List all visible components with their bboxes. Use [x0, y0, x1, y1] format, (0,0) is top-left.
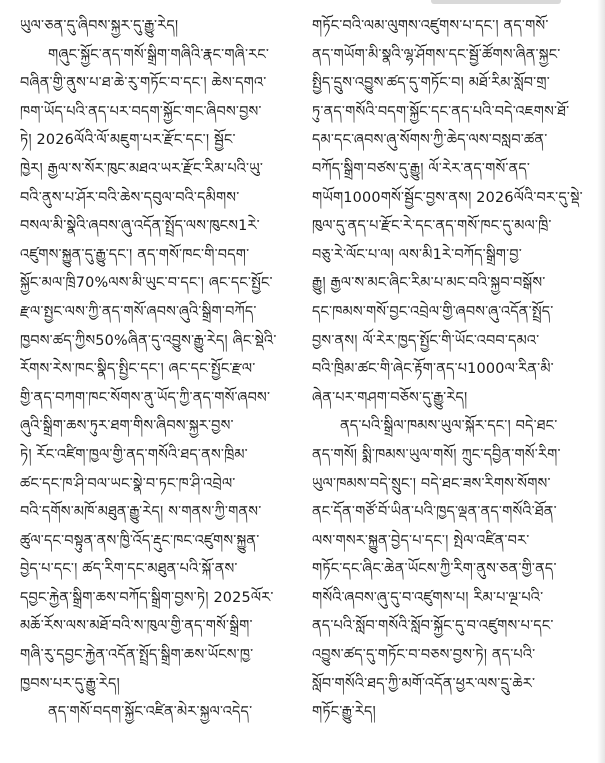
text-line: ཏེ། 2026ལོའི་ལོ་མཇུག་པར་རྫོང་དང་། སྦྱོང་	[20, 132, 236, 149]
text-line: ཁུལ་དུ་ནད་པ་རྫོང་རེ་དང་ནད་གསོ་ཁང་དུ་མལ་ཁྲི་	[312, 218, 552, 235]
text-line: གཏོང་བའི་ལམ་ལུགས་འཛུགས་པ་དང་། ནད་གསོ་	[312, 18, 549, 34]
text-line: ལས་གསར་སྐྱུན་བྱེད་པ་དང་། སྤེལ་འཛིན་བར་	[312, 532, 530, 549]
right-column-lines	[312, 12, 584, 727]
text-line: བཀོད་སྒྲིག་བཙས་དུ་རྒྱུ། ལོ་རེར་ནད་གསོ་ནད་	[312, 160, 531, 177]
text-line: རོགས་རེས་ཁང་སྣིད་སྤྱིང་དང་། ཞང་དང་སྤྱོང་རྫལ་	[20, 361, 256, 378]
text-line: གཞི་རུ་དབྱང་རྐྱེན་འདོན་སྤྲོད་སྒྲིག་ཆས་ཡོངས་ཁྱ་	[20, 647, 254, 664]
text-line: སློབ་གསོའི་ཐད་ཀྱི་མགོ་འདོན་ཕྱར་ལས་དྲུ་ཆེར་	[312, 675, 536, 692]
text-line: ནད་པའི་སྒྲིལ་ཁམས་ཡུལ་སྐོར་དང་། བདེ་ཐང་	[340, 418, 558, 435]
text-line: ཚང་དང་ཁ་ཤི་བལ་ཡང་སྣེ་བ་ཏང་ཁ་ཤི་འབྲེལ་	[20, 475, 236, 492]
text-line: ཁྱབས་ཚད་ཀྱིས50%ཞིན་དུ་འབྱུས་རྒྱུ་རེད། ཞིང་སྡེའི་	[20, 332, 277, 349]
text-line: བའི་ནུས་པ་ཤོར་བའི་ཆེས་དབུལ་བའི་དམིགས་	[20, 189, 240, 206]
page-edge-shadow	[597, 0, 605, 763]
text-line: བའི་དགོས་མཁོ་མཐུན་རྒྱུ་རེད། ས་གནས་ཀྱི་གནས་	[20, 504, 262, 521]
text-line: བྱེད་པ་དང་། ཚད་རིག་དང་མཐུན་པའི་སྐོ་ནས་	[20, 561, 238, 578]
text-line: ཞུའི་སྒྲིག་ཆས་ཏུར་ཐག་གིས་ཞིབས་སྐྱར་བྱས་	[20, 418, 234, 435]
text-line: གྱི་ནད་བཀག་ཁང་སོགས་ནུ་ཡོད་ཀྱི་ནད་གསོ་ཞབས་	[20, 389, 271, 406]
right-text-column	[312, 12, 584, 727]
text-line: དང་ཁམས་གསོ་བྱང་འབྲེལ་གྱི་ཞབས་ཞུ་འདོན་སྤྲོད་	[312, 303, 554, 320]
text-line: ཁྱབས་པར་དུ་རྒྱུ་རེད།	[20, 675, 120, 692]
text-line: རྒྱུ། རྒྱལ་ས་མང་ཞིང་རིམ་པ་མང་བའི་སྐྱབ་བསྒོས་	[312, 275, 546, 292]
text-line: མཆོ་རོས་ལས་མཐོ་བའི་ས་ཁུལ་གྱི་ནད་གསོ་སྒྲིག་	[20, 618, 253, 635]
text-line: རྫལ་སྤྱང་ལས་ཀྱི་ནད་གསོ་ཞབས་ཞུའི་སྒྲིག་བཀོད་	[20, 303, 257, 320]
text-line: འཛུགས་སྐྱུན་དུ་རྒྱུ་དང་། ནད་གསོ་ཁང་གི་བདག་	[20, 246, 250, 263]
text-line: གཡོག1000གསོ་སྦྱོང་བྱས་ནས། 2026ལོའི་བར་དུ་སྡེ་	[312, 189, 583, 206]
text-line: ནད་གསོ། སྨི་ཁམས་ཡུལ་གསོ། ཀྲུང་དབྱིན་གསོ་རིག་	[312, 446, 561, 463]
text-line: གསོའི་ཞབས་ཞུ་དུ་བ་འཛུགས་པ། རིམ་པ་ལྔ་པའི་	[312, 589, 544, 606]
text-line: འབྱུས་ཚད་དུ་གཏོང་བ་བཅས་བྱས་ཏེ། ནད་པའི་	[312, 647, 536, 664]
left-column-lines	[20, 12, 292, 727]
left-text-column	[20, 12, 292, 727]
text-line: ཏེ། རོང་འཛིག་ཁྱལ་གྱི་ནད་གསོའི་ཐད་ནས་ཁྲིམ་	[20, 446, 248, 463]
text-line: ཚུལ་དང་བསྟུན་ནས་ཁྱི་འོད་རྡུང་ཁང་འཛུགས་སྐྱུན་	[20, 532, 260, 549]
text-line: བྱས་ནས། ལོ་རེར་ཁྱད་སྤྱོང་གི་ཡོང་འབབ་དམའ་	[312, 332, 540, 349]
text-line: བཅུ་རེ་ལོང་པ་ལ། ལས་མི1རེ་བཀོད་སྒྲིག་བྱ་	[312, 246, 522, 263]
text-line: ཁག་ཡོད་པའི་ནད་པར་བདག་སྐྱོང་གང་ཞིབས་བྱས་	[20, 103, 262, 120]
page-top-tab	[431, 0, 561, 4]
text-line: ཁྱེར། རྒྱལ་ས་སོར་ཁུང་མཐའ་ཡར་རྫོང་རིམ་པའི་ཡུ་	[20, 160, 264, 177]
text-line: སྤྱིད་དྲུས་འབྱུས་ཚད་དུ་གཏོང་བ། མཐོ་རིམ་སློབ་གྲ་	[312, 75, 550, 92]
text-line: ཡུལ་ཅན་དུ་ཞིབས་སྐྱར་དུ་རྒྱུ་རེད།	[20, 18, 179, 34]
text-line: བཞིན་གྱི་ནུས་པ་ཐ་ཆེ་རུ་གཏོང་བ་དང་། ཆེས་དགའ་	[20, 75, 267, 92]
text-line: ནད་པའི་སློབ་གསོའི་སློབ་སྐྱོང་དུ་བ་འཛུགས་པ་དང་	[312, 618, 554, 635]
text-line: ཡུལ་ཁམས་བདེ་སྲུང་། བདེ་ཐང་ཟས་རིགས་སོགས་	[312, 475, 551, 492]
text-line: གཏོང་རྒྱུ་རེད།	[312, 704, 376, 721]
text-line: བསལ་མི་སྣེའི་ཞབས་ཞུ་འདོན་སྤྲོད་ལས་ཁུངས1རེ་	[20, 218, 260, 235]
text-line: ནད་གཡོག་མི་སྣའི་ལྷ་ཤོགས་དང་སྦྱོ་ཚོགས་ཞིན་སྐྱང་	[312, 46, 561, 63]
text-line: ཞེན་པར་གཤག་བཅོས་དུ་རྒྱུ་རེད།	[312, 389, 468, 406]
text-line: ནང་དོན་གཙོ་བོ་ཡིན་པའི་ཁྱད་ལྡན་ནད་གསོའི་ཐོན་	[312, 504, 557, 521]
text-line: བའི་ཁྲིམ་ཚང་གི་ཞེང་རྟོག་ནད་པ1000ལ་རིན་མི་	[312, 361, 554, 378]
text-line: སྐྱོང་མལ་ཁྲི70%ལས་མི་ཡུང་བ་དང་། ཞང་དང་སྤྱོང་	[20, 275, 273, 292]
text-line: དབྱང་རྐྱེན་སྒྲིག་ཆས་བཀོད་སྒྲིག་བྱས་ཏེ། 2025ལོར་	[20, 589, 274, 606]
text-line: ཏུ་ནད་གསོའི་བདག་སྐྱོང་དང་ནད་པའི་བདེ་འཇགས་ཐོ་	[312, 103, 570, 120]
text-line: གཏོང་དང་ཞིང་ཆེན་ཡོངས་ཀྱི་རིག་ནུས་ཅན་གྱི་ནད་	[312, 561, 557, 578]
text-line: གཞུང་སྐྱོང་ནད་གསོ་སྒྲིག་གཞིའི་རྣང་གཞི་རང་	[48, 46, 270, 63]
text-line: དམ་དང་ཞབས་ཞུ་སོགས་ཀྱི་ཆེད་ལས་བསླབ་ཚན་	[312, 132, 548, 149]
text-line: ནད་གསོ་བདག་སྐྱོང་འཛིན་མེར་སྐྱལ་འདེད་	[48, 704, 253, 721]
